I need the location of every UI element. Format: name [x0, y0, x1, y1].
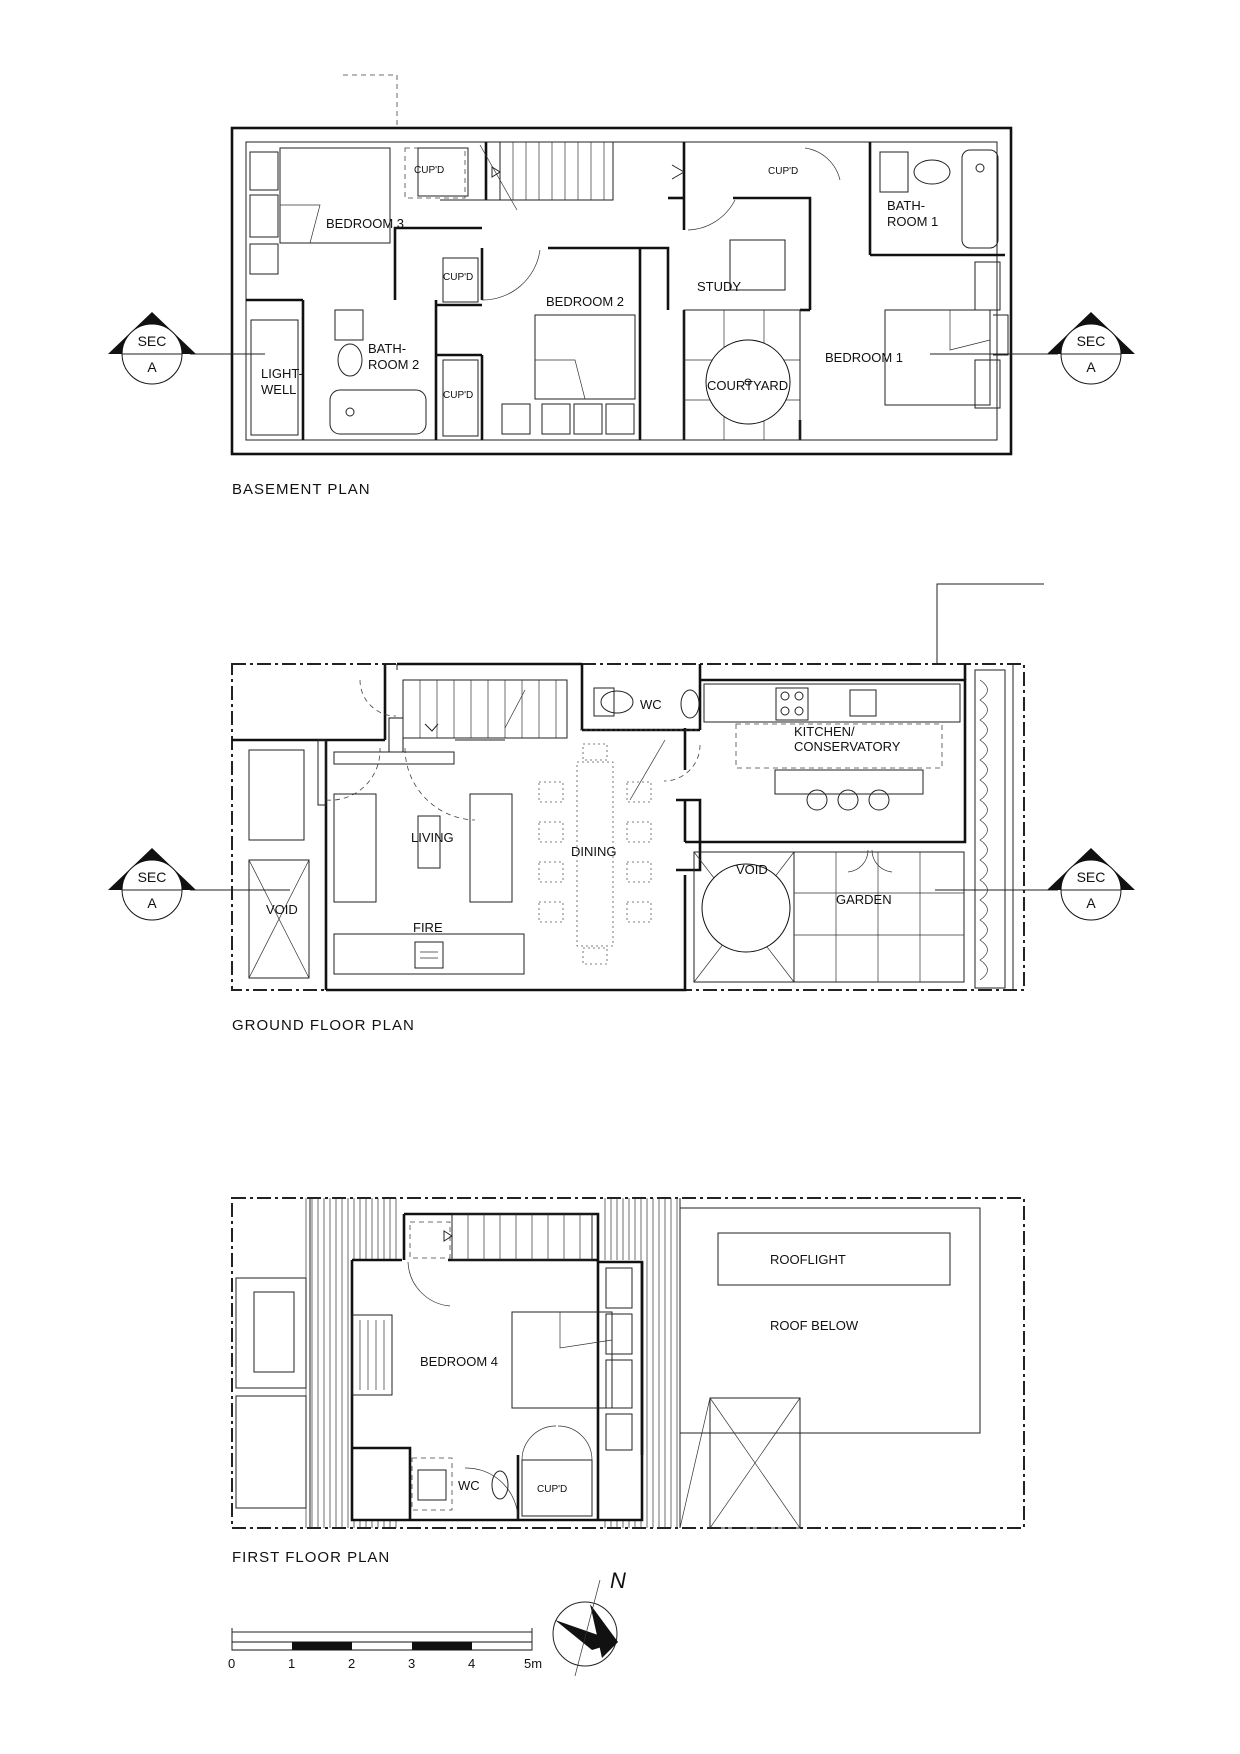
- scale-tick-2: 2: [348, 1656, 356, 1671]
- title-first-floor-plan: FIRST FLOOR PLAN: [232, 1549, 391, 1566]
- label-cupd-first: CUP'D: [537, 1484, 568, 1495]
- section-marker-basement-right: [930, 312, 1135, 384]
- label-garden: GARDEN: [836, 892, 892, 907]
- bed-bedroom2: [535, 315, 635, 399]
- section-marker-top-text: SEC: [1076, 333, 1106, 349]
- label-lightwell-1: LIGHT-: [261, 366, 303, 381]
- section-marker-top-text: SEC: [137, 333, 167, 349]
- label-roof-below: ROOF BELOW: [770, 1318, 859, 1333]
- label-void-left: VOID: [266, 902, 298, 917]
- label-lightwell-2: WELL: [261, 382, 297, 397]
- scale-tick-0: 0: [228, 1656, 236, 1671]
- scale-tick-3: 3: [408, 1656, 416, 1671]
- label-bathroom1-1: BATH-: [887, 198, 926, 213]
- label-cupd-c: CUP'D: [443, 390, 474, 401]
- label-living: LIVING: [411, 830, 454, 845]
- label-study: STUDY: [697, 279, 742, 294]
- label-bathroom1-2: ROOM 1: [887, 214, 939, 229]
- title-basement-plan: BASEMENT PLAN: [232, 481, 371, 498]
- section-marker-ground-right: [935, 848, 1135, 920]
- north-label: N: [610, 1568, 626, 1593]
- label-bedroom4: BEDROOM 4: [420, 1354, 499, 1369]
- label-bathroom2-1: BATH-: [368, 341, 407, 356]
- label-courtyard: COURTYARD: [707, 378, 789, 393]
- ground-stair: [403, 680, 567, 740]
- label-bathroom2-2: ROOM 2: [368, 357, 420, 372]
- ground-boundary: [232, 664, 1024, 990]
- scale-bar: [228, 1628, 542, 1671]
- label-kitchen-2: CONSERVATORY: [794, 739, 901, 754]
- label-dining: DINING: [571, 844, 617, 859]
- label-fire: FIRE: [413, 920, 443, 935]
- label-bedroom2: BEDROOM 2: [546, 294, 625, 309]
- basement-plan: [108, 75, 1135, 498]
- label-bedroom3: BEDROOM 3: [326, 216, 405, 231]
- tree-void: [702, 864, 790, 952]
- title-ground-floor-plan: GROUND FLOOR PLAN: [232, 1017, 415, 1034]
- section-marker-top-text: SEC: [137, 869, 167, 885]
- first-floor-plan: [232, 1198, 1024, 1566]
- label-rooflight: ROOFLIGHT: [770, 1252, 846, 1267]
- label-wc-first: WC: [458, 1478, 480, 1493]
- section-marker-top-text: SEC: [1076, 869, 1106, 885]
- label-kitchen-1: KITCHEN/: [794, 724, 855, 739]
- label-void-mid: VOID: [736, 862, 768, 877]
- scale-tick-1: 1: [288, 1656, 296, 1671]
- section-marker-bottom-text: A: [147, 895, 157, 911]
- label-cupd-a: CUP'D: [414, 165, 445, 176]
- label-wc: WC: [640, 697, 662, 712]
- north-arrow: [553, 1568, 626, 1676]
- ground-floor-plan: [108, 584, 1135, 1034]
- scale-tick-4: 4: [468, 1656, 476, 1671]
- label-cupd-b: CUP'D: [443, 272, 474, 283]
- label-bedroom1: BEDROOM 1: [825, 350, 904, 365]
- section-marker-bottom-text: A: [147, 359, 157, 375]
- basement-stair: [480, 142, 684, 210]
- scale-tick-5: 5m: [524, 1656, 543, 1671]
- label-cupd-d: CUP'D: [768, 166, 799, 177]
- section-marker-ground-left: [108, 848, 290, 920]
- section-marker-bottom-text: A: [1086, 895, 1096, 911]
- section-marker-bottom-text: A: [1086, 359, 1096, 375]
- section-marker-basement-left: [108, 312, 265, 384]
